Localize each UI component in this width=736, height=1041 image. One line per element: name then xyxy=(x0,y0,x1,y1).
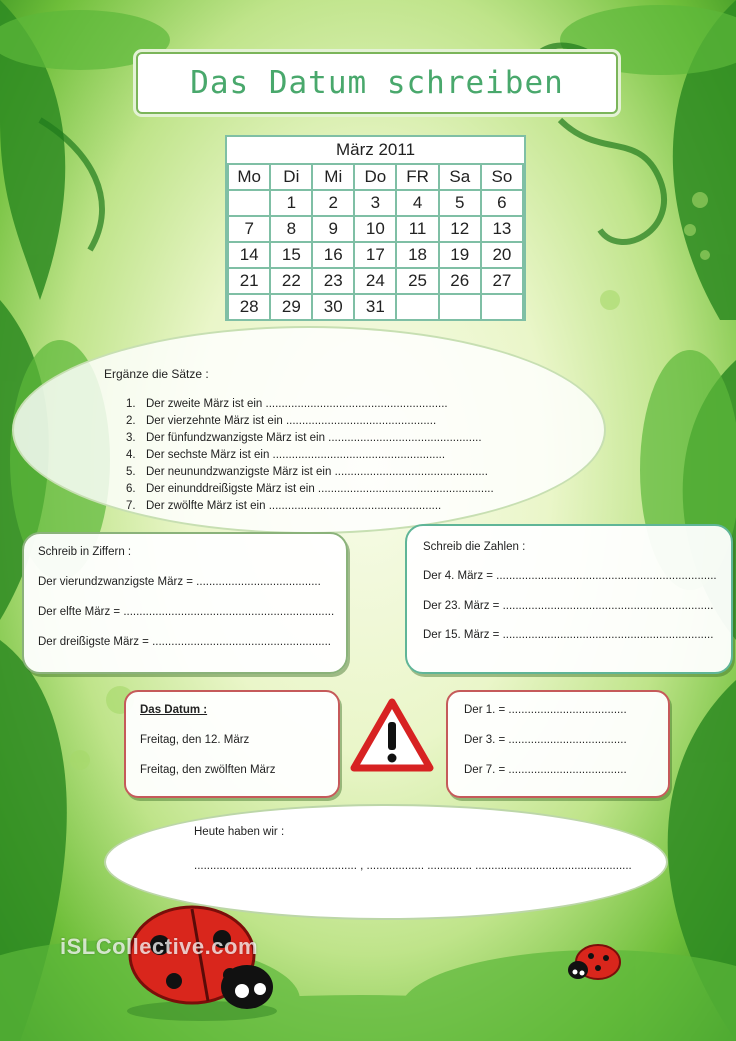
list-item: 4. Der sechste März ist ein ...................................................... xyxy=(126,449,446,461)
list-item: 6. Der einunddreißigste März ist ein ....................................................... xyxy=(126,483,494,495)
fill-in-sentence: Der vierzehnte März ist ein ............................................... xyxy=(146,415,437,427)
fill-in-sentence: Der sechste März ist ein ...................................................... xyxy=(146,449,446,461)
calendar-day: 12 xyxy=(439,216,481,242)
list-item: 3. Der fünfundzwanzigste März ist ein ................................................ xyxy=(126,432,482,444)
weekday-header: So xyxy=(481,164,523,190)
calendar-day: 30 xyxy=(312,294,354,320)
calendar-day xyxy=(396,294,438,320)
calendar-day: 31 xyxy=(354,294,396,320)
calendar-day: 7 xyxy=(228,216,270,242)
zahlen-box xyxy=(405,524,733,674)
calendar-month: März 2011 xyxy=(228,137,523,164)
weekday-header: FR xyxy=(396,164,438,190)
calendar-day: 19 xyxy=(439,242,481,268)
watermark: iSLCollective.com xyxy=(60,934,259,959)
calendar-day: 6 xyxy=(481,190,523,216)
calendar-day: 13 xyxy=(481,216,523,242)
calendar-day: 29 xyxy=(270,294,312,320)
calendar-day xyxy=(481,294,523,320)
calendar-day: 1 xyxy=(270,190,312,216)
list-item: 1. Der zweite März ist ein ......................................................... xyxy=(126,398,448,410)
fill-in-sentence: Der zweite März ist ein ......................................................... xyxy=(146,398,448,410)
calendar-day: 5 xyxy=(439,190,481,216)
list-item: 7. Der zwölfte März ist ein ...................................................... xyxy=(126,500,442,512)
list-item: 5. Der neunundzwanzigste März ist ein ................................................ xyxy=(126,466,488,478)
calendar-day: 15 xyxy=(270,242,312,268)
der-item: Der 7. = ..................................... xyxy=(464,764,627,776)
calendar-day: 9 xyxy=(312,216,354,242)
sentence-list xyxy=(126,396,494,515)
warning-icon xyxy=(350,698,434,772)
calendar xyxy=(225,135,526,321)
calendar-day: 2 xyxy=(312,190,354,216)
datum-label: Das Datum : xyxy=(140,704,208,716)
fill-in-sentence: Der zwölfte März ist ein ...................................................... xyxy=(146,500,442,512)
title-box xyxy=(136,52,618,114)
fill-in-sentence: Der einunddreißigste März ist ein ....................................................... xyxy=(146,483,494,495)
calendar-day: 17 xyxy=(354,242,396,268)
fill-in-sentence: Der fünfundzwanzigste März ist ein ................................................ xyxy=(146,432,482,444)
calendar-day: 11 xyxy=(396,216,438,242)
calendar-day xyxy=(439,294,481,320)
weekday-header: Do xyxy=(354,164,396,190)
page-title: Das Datum schreiben xyxy=(190,65,564,101)
list-item: 2. Der vierzehnte März ist ein ............................................... xyxy=(126,415,437,427)
calendar-day: 24 xyxy=(354,268,396,294)
calendar-day: 23 xyxy=(312,268,354,294)
ziffern-item: Der elfte März = .................................................................. xyxy=(38,606,335,618)
calendar-day: 25 xyxy=(396,268,438,294)
zahlen-item: Der 4. März = ..................................................................... xyxy=(423,570,717,582)
ziffern-box xyxy=(22,532,348,674)
heute-label: Heute haben wir : xyxy=(194,826,285,838)
weekday-header: Sa xyxy=(439,164,481,190)
ziffern-label: Schreib in Ziffern : xyxy=(38,546,132,558)
datum-example: Freitag, den zwölften März xyxy=(140,764,276,776)
calendar-day: 16 xyxy=(312,242,354,268)
zahlen-label: Schreib die Zahlen : xyxy=(423,541,526,553)
der-item: Der 1. = ..................................... xyxy=(464,704,627,716)
calendar-day: 10 xyxy=(354,216,396,242)
calendar-day: 22 xyxy=(270,268,312,294)
calendar-day: 3 xyxy=(354,190,396,216)
calendar-day: 18 xyxy=(396,242,438,268)
ziffern-item: Der dreißigste März = ........................................................ xyxy=(38,636,331,648)
weekday-header: Mi xyxy=(312,164,354,190)
ziffern-item: Der vierundzwanzigste März = ....................................... xyxy=(38,576,321,588)
weekday-header: Mo xyxy=(228,164,270,190)
calendar-day: 14 xyxy=(228,242,270,268)
datum-box xyxy=(124,690,340,798)
der-item: Der 3. = ..................................... xyxy=(464,734,627,746)
zahlen-item: Der 23. März = .................................................................. xyxy=(423,600,714,612)
fill-in-sentence: Der neunundzwanzigste März ist ein ................................................ xyxy=(146,466,488,478)
datum-example: Freitag, den 12. März xyxy=(140,734,250,746)
der-box xyxy=(446,690,670,798)
weekday-header: Di xyxy=(270,164,312,190)
calendar-day: 27 xyxy=(481,268,523,294)
ladybug-icon xyxy=(566,940,626,988)
calendar-day: 28 xyxy=(228,294,270,320)
exercise1-label: Ergänze die Sätze : xyxy=(104,367,209,381)
calendar-day: 21 xyxy=(228,268,270,294)
calendar-day xyxy=(228,190,270,216)
calendar-day: 20 xyxy=(481,242,523,268)
heute-line: ................................................... , .................. .............. ................................................. xyxy=(194,860,632,872)
zahlen-item: Der 15. März = .................................................................. xyxy=(423,629,714,641)
calendar-day: 8 xyxy=(270,216,312,242)
calendar-day: 26 xyxy=(439,268,481,294)
calendar-day: 4 xyxy=(396,190,438,216)
